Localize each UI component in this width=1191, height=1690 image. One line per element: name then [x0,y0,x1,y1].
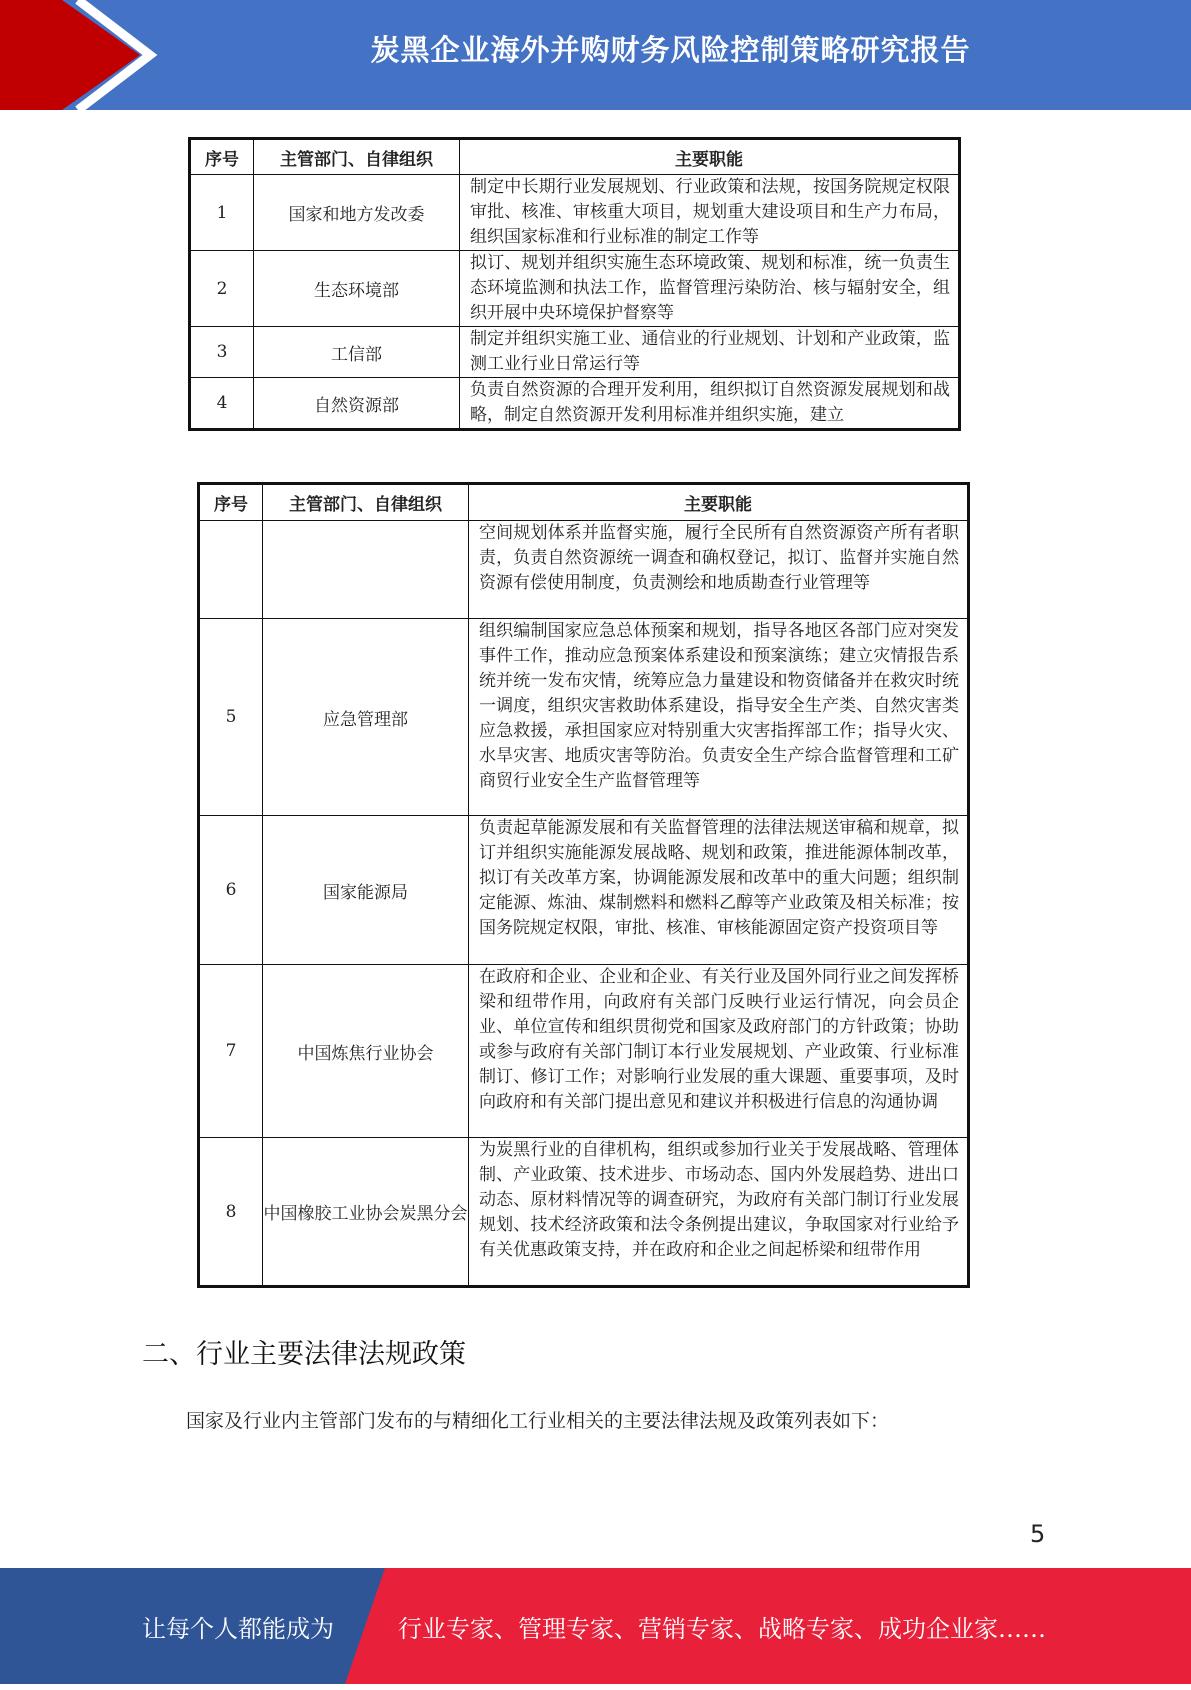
header-department: 主管部门、自律组织 [263,484,469,521]
row-number: 5 [199,619,263,816]
body-paragraph: 国家及行业内主管部门发布的与精细化工行业相关的主要法律法规及政策列表如下： [186,1410,890,1432]
row-number: 3 [190,327,254,378]
footer-slogan-right: 行业专家、管理专家、营销专家、战略专家、成功企业家…… [398,1615,1046,1643]
header-department: 主管部门、自律组织 [254,139,460,175]
row-number: 7 [199,965,263,1138]
row-department: 中国炼焦行业协会 [263,965,469,1138]
row-department: 国家和地方发改委 [254,175,460,251]
departments-table-2 [197,482,970,1288]
row-number: 1 [190,175,254,251]
table-row [190,378,960,430]
row-number [199,521,263,619]
table-row [199,619,969,816]
row-department: 生态环境部 [254,251,460,327]
table-header-row [190,139,960,175]
table-row [199,965,969,1138]
row-function: 空间规划体系并监督实施，履行全民所有自然资源资产所有者职责，负责自然资源统一调查和确权登记，拟订、监督并实施自然资源有偿使用制度，负责测绘和地质勘查行业管理等 [469,521,969,619]
row-function: 为炭黑行业的自律机构，组织或参加行业关于发展战略、管理体制、产业政策、技术进步、市场动态、国内外发展趋势、进出口动态、原材料情况等的调查研究，为政府有关部门制订行业发展规划、技术经济政策和法令条例提出建议，争取国家对行业给予有关优惠政策支持，并在政府和企业之间起桥梁和纽带作用 [469,1138,969,1287]
table-row [190,327,960,378]
departments-table-1 [188,137,961,431]
row-function: 在政府和企业、企业和企业、有关行业及国外同行业之间发挥桥梁和纽带作用，向政府有关部门反映行业运行情况，向会员企业、单位宣传和组织贯彻党和国家及政府部门的方针政策；协助或参与政府有关部门制订本行业发展规划、产业政策、行业标准制订、修订工作；对影响行业发展的重大课题、重要事项，及时向政府和有关部门提出意见和建议并积极进行信息的沟通协调 [469,965,969,1138]
header-number: 序号 [199,484,263,521]
row-department: 国家能源局 [263,816,469,965]
row-function: 制定并组织实施工业、通信业的行业规划、计划和产业政策，监测工业行业日常运行等 [460,327,960,378]
page-header [0,0,1191,110]
row-department: 自然资源部 [254,378,460,430]
table-header-row [199,484,969,521]
row-department [263,521,469,619]
row-function: 负责自然资源的合理开发利用，组织拟订自然资源发展规划和战略，制定自然资源开发利用标准并组织实施，建立 [460,378,960,430]
row-department: 应急管理部 [263,619,469,816]
row-function: 组织编制国家应急总体预案和规划，指导各地区各部门应对突发事件工作，推动应急预案体系建设和预案演练；建立灾情报告系统并统一发布灾情，统筹应急力量建设和物资储备并在救灾时统一调度，组织灾害救助体系建设，指导安全生产类、自然灾害类应急救援，承担国家应对特别重大灾害指挥部工作；指导火灾、水旱灾害、地质灾害等防治。负责安全生产综合监督管理和工矿商贸行业安全生产监督管理等 [469,619,969,816]
footer-slogan-left: 让每个人都能成为 [142,1615,334,1643]
header-function: 主要职能 [469,484,969,521]
row-number: 4 [190,378,254,430]
row-number: 2 [190,251,254,327]
table-row [190,175,960,251]
header-red-chevron [0,0,160,110]
table-row [199,521,969,619]
row-department: 中国橡胶工业协会炭黑分会 [263,1138,469,1287]
page-number: 5 [1030,1520,1046,1548]
table-row [199,1138,969,1287]
header-function: 主要职能 [460,139,960,175]
row-function: 制定中长期行业发展规划、行业政策和法规，按国务院规定权限审批、核准、审核重大项目，规划重大建设项目和生产力布局，组织国家标准和行业标准的制定工作等 [460,175,960,251]
header-number: 序号 [190,139,254,175]
row-department: 工信部 [254,327,460,378]
table-row [190,251,960,327]
page-footer [0,1568,1191,1684]
row-function: 拟订、规划并组织实施生态环境政策、规划和标准，统一负责生态环境监测和执法工作，监督管理污染防治、核与辐射安全，组织开展中央环境保护督察等 [460,251,960,327]
table-row [199,816,969,965]
row-number: 6 [199,816,263,965]
header-title: 炭黑企业海外并购财务风险控制策略研究报告 [370,33,971,67]
section-heading: 二、行业主要法律法规政策 [142,1339,466,1370]
row-number: 8 [199,1138,263,1287]
row-function: 负责起草能源发展和有关监督管理的法律法规送审稿和规章，拟订并组织实施能源发展战略、规划和政策，推进能源体制改革，拟订有关改革方案，协调能源发展和改革中的重大问题；组织制定能源、炼油、煤制燃料和燃料乙醇等产业政策及相关标准；按国务院规定权限，审批、核准、审核能源固定资产投资项目等 [469,816,969,965]
